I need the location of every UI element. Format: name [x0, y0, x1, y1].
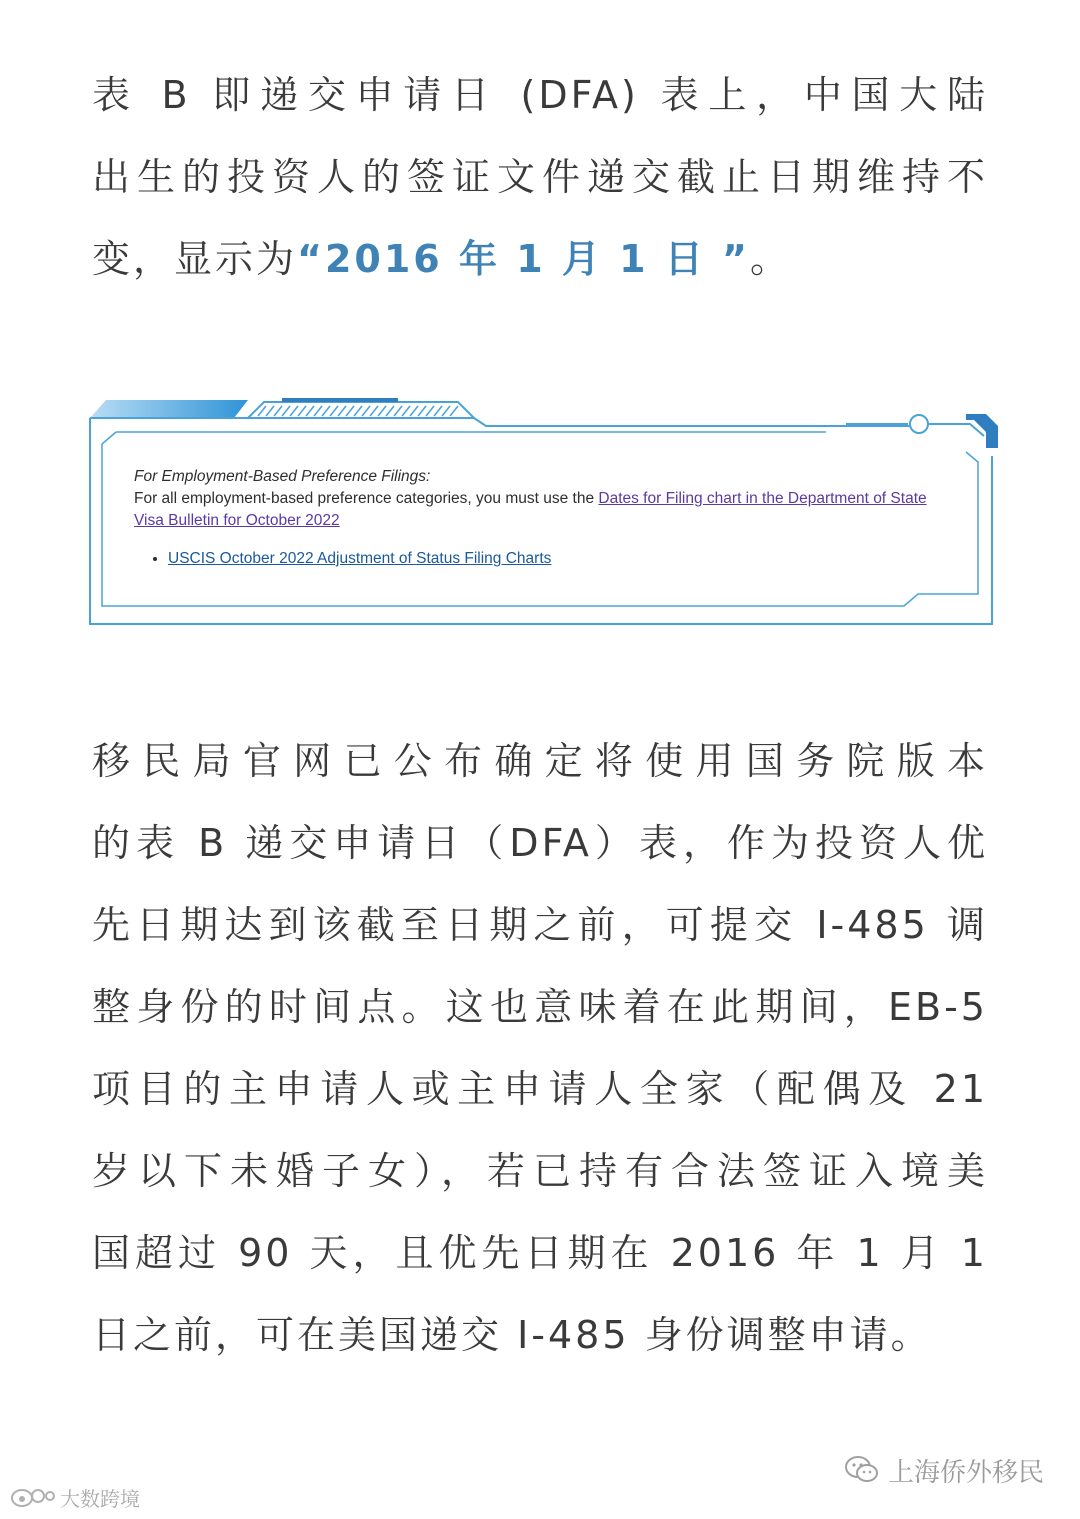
account-watermark	[844, 1450, 1044, 1490]
highlight-date: “2016 年 1 月 1 日 ”	[297, 237, 750, 281]
uscis-filing-charts-link[interactable]: USCIS October 2022 Adjustment of Status Filing Charts	[168, 550, 552, 567]
card-link-list	[134, 548, 954, 570]
card-body-text: For all employment-based preference categories, you must use the	[134, 490, 599, 507]
main-line-5: 项目的主申请人或主申请人全家（配偶及 21	[92, 1067, 988, 1111]
screenshot-card	[86, 396, 998, 628]
main-line-7: 国超过 90 天，且优先日期在 2016 年 1 月 1	[92, 1231, 988, 1275]
card-content	[134, 466, 954, 570]
main-line-4: 整身份的时间点。这也意味着在此期间，EB-5	[92, 985, 988, 1029]
site-name: 大数跨境	[60, 1486, 140, 1511]
wechat-icon	[844, 1455, 880, 1485]
main-line-2: 的表 B 递交申请日（DFA）表，作为投资人优	[92, 821, 988, 865]
main-line-8: 日之前，可在美国递交 I-485 身份调整申请。	[92, 1313, 932, 1357]
intro-line-2: 出生的投资人的签证文件递交截止日期维持不	[92, 155, 988, 199]
account-name: 上海侨外移民	[887, 1457, 1044, 1488]
intro-line-3	[92, 218, 988, 300]
site-watermark	[10, 1482, 140, 1512]
list-item	[168, 548, 954, 570]
intro-line-1: 表 B 即递交申请日 (DFA) 表上，中国大陆	[92, 73, 988, 117]
main-paragraph	[92, 720, 988, 1376]
card-heading: For Employment-Based Preference Filings:	[134, 468, 431, 485]
main-line-1: 移民局官网已公布确定将使用国务院版本	[92, 739, 988, 783]
dates-for-filing-link[interactable]: Dates for Filing chart in the Department of State Visa Bulletin for October 2022	[134, 490, 927, 529]
weibo-logo-icon	[10, 1486, 56, 1508]
intro-paragraph	[92, 54, 988, 300]
main-line-6: 岁以下未婚子女），若已持有合法签证入境美	[92, 1149, 988, 1193]
intro-line-3-suffix: 。	[750, 237, 792, 281]
main-line-3: 先日期达到该截至日期之前，可提交 I-485 调	[92, 903, 988, 947]
intro-line-3-prefix: 变，显示为	[92, 237, 298, 281]
